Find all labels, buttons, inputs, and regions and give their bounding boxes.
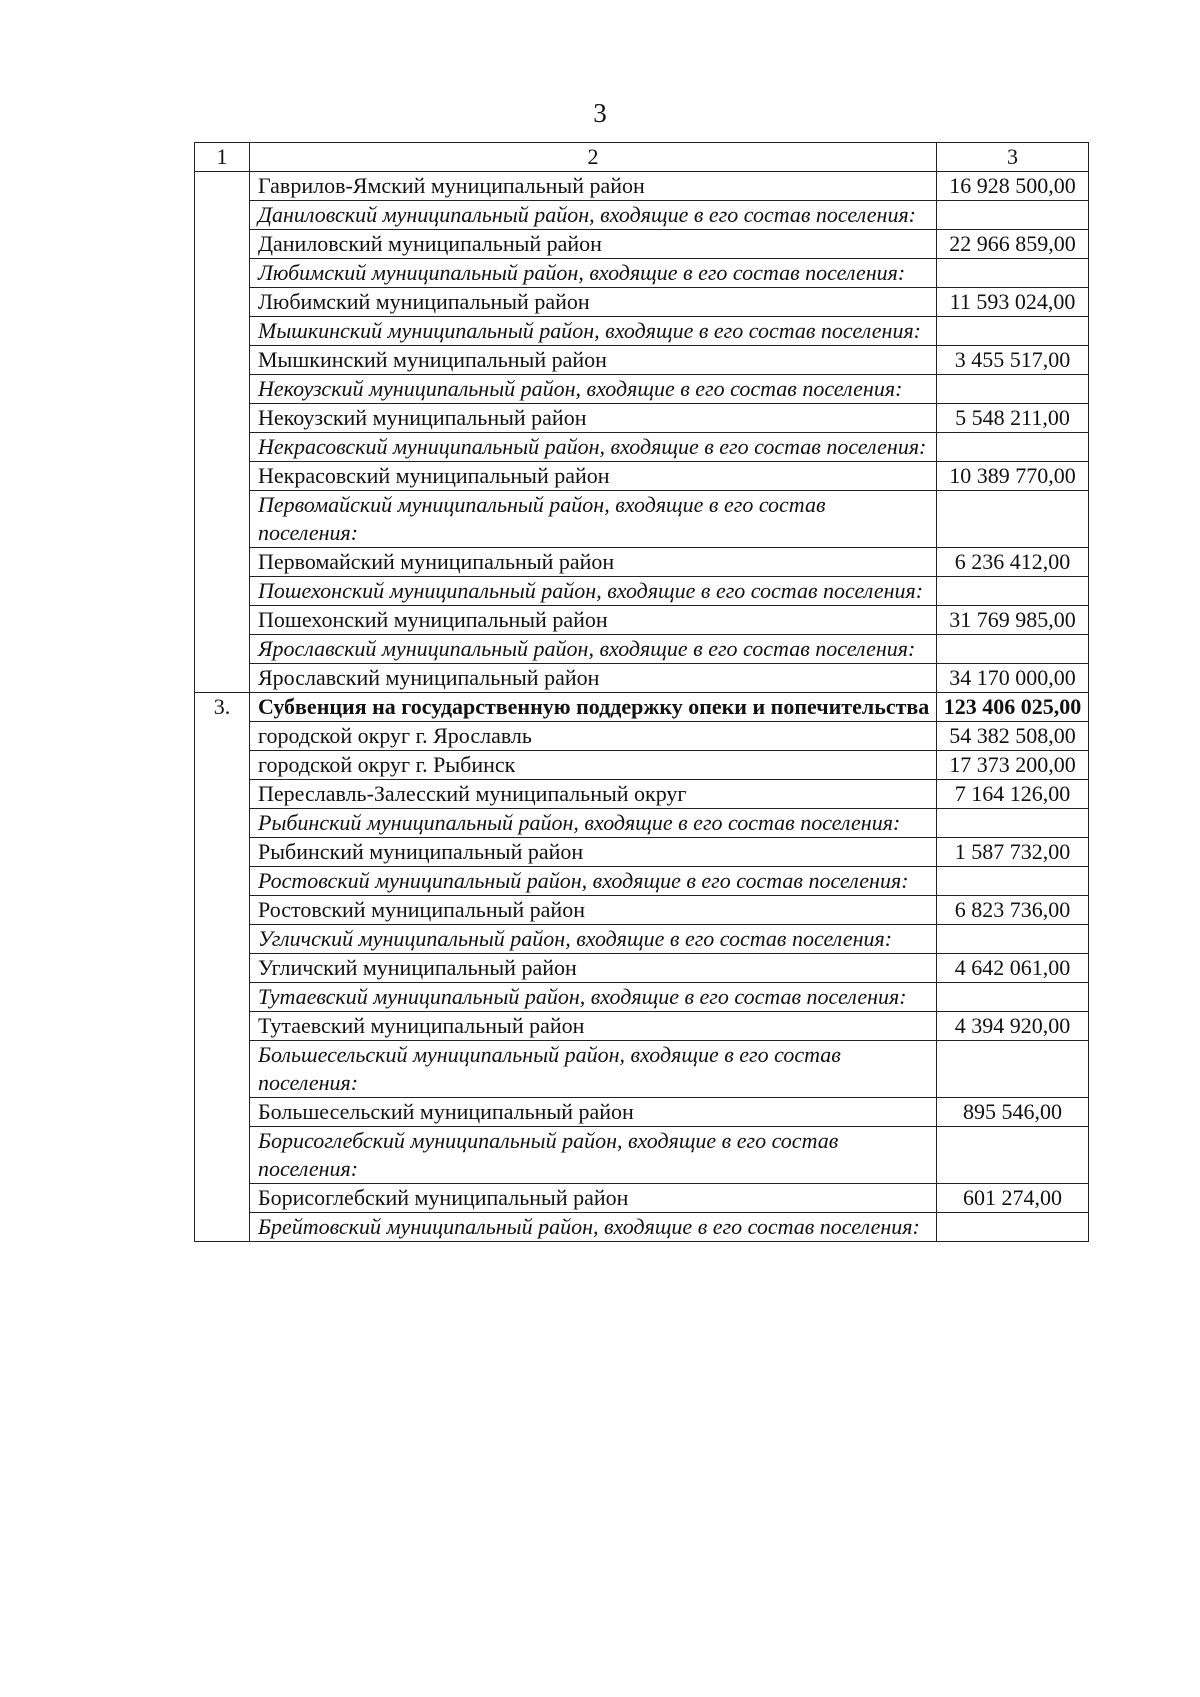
table-row — [195, 548, 1089, 577]
table-row — [195, 954, 1089, 983]
row-amount — [937, 259, 1089, 288]
row-name: Первомайский муниципальный район — [250, 548, 937, 577]
row-name: Ростовский муниципальный район — [250, 896, 937, 925]
section-amount: 123 406 025,00 — [937, 693, 1089, 722]
table-row — [195, 838, 1089, 867]
table-row — [195, 722, 1089, 751]
table-row — [195, 172, 1089, 201]
row-amount — [937, 1041, 1089, 1098]
table-row — [195, 1184, 1089, 1213]
row-amount: 17 373 200,00 — [937, 751, 1089, 780]
header-col-2: 2 — [250, 143, 937, 172]
row-name: Большесельский муниципальный район — [250, 1098, 937, 1127]
table-row — [195, 780, 1089, 809]
row-amount: 6 236 412,00 — [937, 548, 1089, 577]
table-row — [195, 433, 1089, 462]
table-row — [195, 201, 1089, 230]
row-amount: 34 170 000,00 — [937, 664, 1089, 693]
row-amount — [937, 809, 1089, 838]
row-name: Мышкинский муниципальный район — [250, 346, 937, 375]
budget-table — [194, 142, 1089, 1242]
row-name: Тутаевский муниципальный район — [250, 1012, 937, 1041]
row-amount — [937, 433, 1089, 462]
row-amount — [937, 925, 1089, 954]
row-amount: 54 382 508,00 — [937, 722, 1089, 751]
row-name: Любимский муниципальный район, входящие в его состав поселения: — [250, 259, 937, 288]
row-name: Пошехонский муниципальный район, входящие в его состав поселения: — [250, 577, 937, 606]
table-row — [195, 1012, 1089, 1041]
row-amount: 7 164 126,00 — [937, 780, 1089, 809]
row-amount: 31 769 985,00 — [937, 606, 1089, 635]
row-number-cell — [195, 172, 250, 693]
row-amount: 16 928 500,00 — [937, 172, 1089, 201]
section-number: 3. — [195, 693, 250, 1242]
table-row — [195, 404, 1089, 433]
table-row — [195, 375, 1089, 404]
table-row — [195, 867, 1089, 896]
row-name: Даниловский муниципальный район — [250, 230, 937, 259]
row-name: Любимский муниципальный район — [250, 288, 937, 317]
row-amount: 895 546,00 — [937, 1098, 1089, 1127]
row-name: городской округ г. Ярославль — [250, 722, 937, 751]
table-row — [195, 491, 1089, 548]
row-name: Некрасовский муниципальный район — [250, 462, 937, 491]
row-amount — [937, 201, 1089, 230]
row-amount — [937, 635, 1089, 664]
row-amount: 4 394 920,00 — [937, 1012, 1089, 1041]
row-name: Некрасовский муниципальный район, входящие в его состав поселения: — [250, 433, 937, 462]
row-name: Первомайский муниципальный район, входящие в его состав поселения: — [250, 491, 937, 548]
row-amount: 11 593 024,00 — [937, 288, 1089, 317]
row-amount: 22 966 859,00 — [937, 230, 1089, 259]
row-name: Ярославский муниципальный район, входящие в его состав поселения: — [250, 635, 937, 664]
table-row — [195, 577, 1089, 606]
row-amount — [937, 317, 1089, 346]
row-amount — [937, 491, 1089, 548]
row-amount: 601 274,00 — [937, 1184, 1089, 1213]
row-name: Ярославский муниципальный район — [250, 664, 937, 693]
table-row — [195, 925, 1089, 954]
row-name: Брейтовский муниципальный район, входящие в его состав поселения: — [250, 1213, 937, 1242]
table-row — [195, 751, 1089, 780]
row-name: Рыбинский муниципальный район — [250, 838, 937, 867]
row-amount: 5 548 211,00 — [937, 404, 1089, 433]
row-amount — [937, 1127, 1089, 1184]
row-name: Гаврилов-Ямский муниципальный район — [250, 172, 937, 201]
row-amount: 10 389 770,00 — [937, 462, 1089, 491]
row-name: Даниловский муниципальный район, входящие в его состав поселения: — [250, 201, 937, 230]
row-name: Рыбинский муниципальный район, входящие в его состав поселения: — [250, 809, 937, 838]
row-amount — [937, 1213, 1089, 1242]
table-row — [195, 346, 1089, 375]
row-name: Угличский муниципальный район — [250, 954, 937, 983]
row-name: Мышкинский муниципальный район, входящие в его состав поселения: — [250, 317, 937, 346]
table-header-row — [195, 143, 1089, 172]
table-row — [195, 983, 1089, 1012]
table-row — [195, 1127, 1089, 1184]
table-row — [195, 317, 1089, 346]
table-row — [195, 288, 1089, 317]
table-row — [195, 635, 1089, 664]
row-amount: 3 455 517,00 — [937, 346, 1089, 375]
row-name: Тутаевский муниципальный район, входящие в его состав поселения: — [250, 983, 937, 1012]
row-name: Некоузский муниципальный район — [250, 404, 937, 433]
page-number: 3 — [593, 98, 607, 128]
row-name: Большесельский муниципальный район, входящие в его состав поселения: — [250, 1041, 937, 1098]
section-3-row — [195, 693, 1089, 722]
header-col-1: 1 — [195, 143, 250, 172]
row-amount: 6 823 736,00 — [937, 896, 1089, 925]
table-row — [195, 1213, 1089, 1242]
table-row — [195, 606, 1089, 635]
header-col-3: 3 — [937, 143, 1089, 172]
table-row — [195, 462, 1089, 491]
row-name: Борисоглебский муниципальный район, входящие в его состав поселения: — [250, 1127, 937, 1184]
row-amount: 4 642 061,00 — [937, 954, 1089, 983]
table-row — [195, 1098, 1089, 1127]
table-row — [195, 809, 1089, 838]
row-name: Ростовский муниципальный район, входящие в его состав поселения: — [250, 867, 937, 896]
row-amount — [937, 983, 1089, 1012]
row-name: городской округ г. Рыбинск — [250, 751, 937, 780]
table-row — [195, 259, 1089, 288]
row-amount — [937, 867, 1089, 896]
table-row — [195, 1041, 1089, 1098]
table-row — [195, 230, 1089, 259]
row-name: Некоузский муниципальный район, входящие в его состав поселения: — [250, 375, 937, 404]
table-row — [195, 896, 1089, 925]
row-name: Борисоглебский муниципальный район — [250, 1184, 937, 1213]
section-title: Субвенция на государственную поддержку опеки и попечительства — [250, 693, 937, 722]
row-amount: 1 587 732,00 — [937, 838, 1089, 867]
row-name: Пошехонский муниципальный район — [250, 606, 937, 635]
row-amount — [937, 577, 1089, 606]
row-name: Угличский муниципальный район, входящие в его состав поселения: — [250, 925, 937, 954]
table-row — [195, 664, 1089, 693]
row-name: Переславль-Залесский муниципальный округ — [250, 780, 937, 809]
row-amount — [937, 375, 1089, 404]
